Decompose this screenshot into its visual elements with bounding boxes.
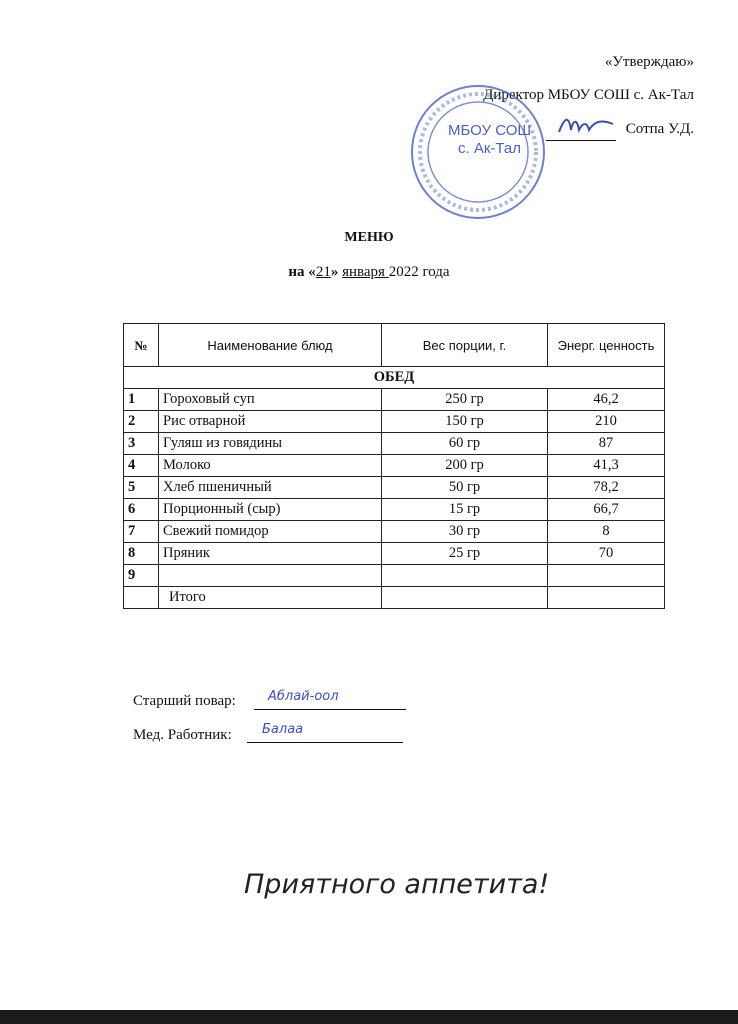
page-title: МЕНЮ <box>344 230 394 245</box>
row-name: Молоко <box>159 455 382 477</box>
row-name: Порционный (сыр) <box>159 499 382 521</box>
row-weight: 60 гр <box>382 433 548 455</box>
approval-director: Директор МБОУ СОШ с. Ак-Тал <box>483 87 694 103</box>
col-header-energy: Энерг. ценность <box>548 324 665 367</box>
menu-date <box>0 264 738 281</box>
row-num: 1 <box>124 389 159 411</box>
col-header-name: Наименование блюд <box>159 324 382 367</box>
row-name: Пряник <box>159 543 382 565</box>
footer-wish: Приятного аппетита! <box>244 869 550 900</box>
row-weight: 25 гр <box>382 543 548 565</box>
row-num: 3 <box>124 433 159 455</box>
date-day: 21 <box>315 264 331 280</box>
table-header-row <box>124 324 665 367</box>
table-row <box>124 543 665 565</box>
row-weight: 30 гр <box>382 521 548 543</box>
cook-label: Старший повар: <box>133 693 236 709</box>
row-name: Свежий помидор <box>159 521 382 543</box>
total-row <box>124 587 665 609</box>
row-num: 8 <box>124 543 159 565</box>
row-name: Гуляш из говядины <box>159 433 382 455</box>
scan-edge-bar <box>0 1010 738 1024</box>
row-name: Хлеб пшеничный <box>159 477 382 499</box>
table-row <box>124 455 665 477</box>
row-energy: 70 <box>548 543 665 565</box>
row-weight: 200 гр <box>382 455 548 477</box>
row-num: 6 <box>124 499 159 521</box>
col-header-num: № <box>124 324 159 367</box>
row-num: 5 <box>124 477 159 499</box>
row-num: 2 <box>124 411 159 433</box>
section-row <box>124 367 665 389</box>
table-row <box>124 411 665 433</box>
menu-table <box>123 323 665 609</box>
total-label: Итого <box>159 587 382 609</box>
table-row <box>124 521 665 543</box>
approval-title: «Утверждаю» <box>604 54 694 70</box>
seal-line-2: с. Ак-Тал <box>458 140 521 157</box>
row-weight: 150 гр <box>382 411 548 433</box>
date-mid: » <box>330 264 343 280</box>
date-prefix: на « <box>288 264 316 280</box>
total-weight <box>382 587 548 609</box>
medic-signature: Балаа <box>262 722 304 737</box>
row-name: Гороховый суп <box>159 389 382 411</box>
table-row <box>124 565 665 587</box>
row-energy: 87 <box>548 433 665 455</box>
row-weight: 50 гр <box>382 477 548 499</box>
school-seal <box>408 82 548 222</box>
medic-sign-line <box>247 742 403 743</box>
total-energy <box>548 587 665 609</box>
table-row <box>124 389 665 411</box>
table-row <box>124 477 665 499</box>
row-name <box>159 565 382 587</box>
date-month: января <box>342 264 389 280</box>
total-num <box>124 587 159 609</box>
row-energy <box>548 565 665 587</box>
row-energy: 8 <box>548 521 665 543</box>
row-energy: 210 <box>548 411 665 433</box>
table-row <box>124 433 665 455</box>
approval-sign-line <box>546 140 616 141</box>
row-name: Рис отварной <box>159 411 382 433</box>
row-num: 4 <box>124 455 159 477</box>
section-label: ОБЕД <box>124 367 665 389</box>
row-weight: 250 гр <box>382 389 548 411</box>
medic-label: Мед. Работник: <box>133 727 232 743</box>
row-num: 9 <box>124 565 159 587</box>
approval-signature-name: Сотпа У.Д. <box>625 121 694 137</box>
date-year: 2022 года <box>388 264 450 280</box>
row-weight <box>382 565 548 587</box>
row-num: 7 <box>124 521 159 543</box>
row-energy: 78,2 <box>548 477 665 499</box>
cook-signature: Аблай-оол <box>268 689 339 704</box>
row-energy: 41,3 <box>548 455 665 477</box>
seal-line-1: МБОУ СОШ <box>448 122 532 139</box>
cook-sign-line <box>254 709 406 710</box>
row-weight: 15 гр <box>382 499 548 521</box>
table-row <box>124 499 665 521</box>
director-signature-icon <box>555 112 617 140</box>
row-energy: 46,2 <box>548 389 665 411</box>
col-header-weight: Вес порции, г. <box>382 324 548 367</box>
row-energy: 66,7 <box>548 499 665 521</box>
